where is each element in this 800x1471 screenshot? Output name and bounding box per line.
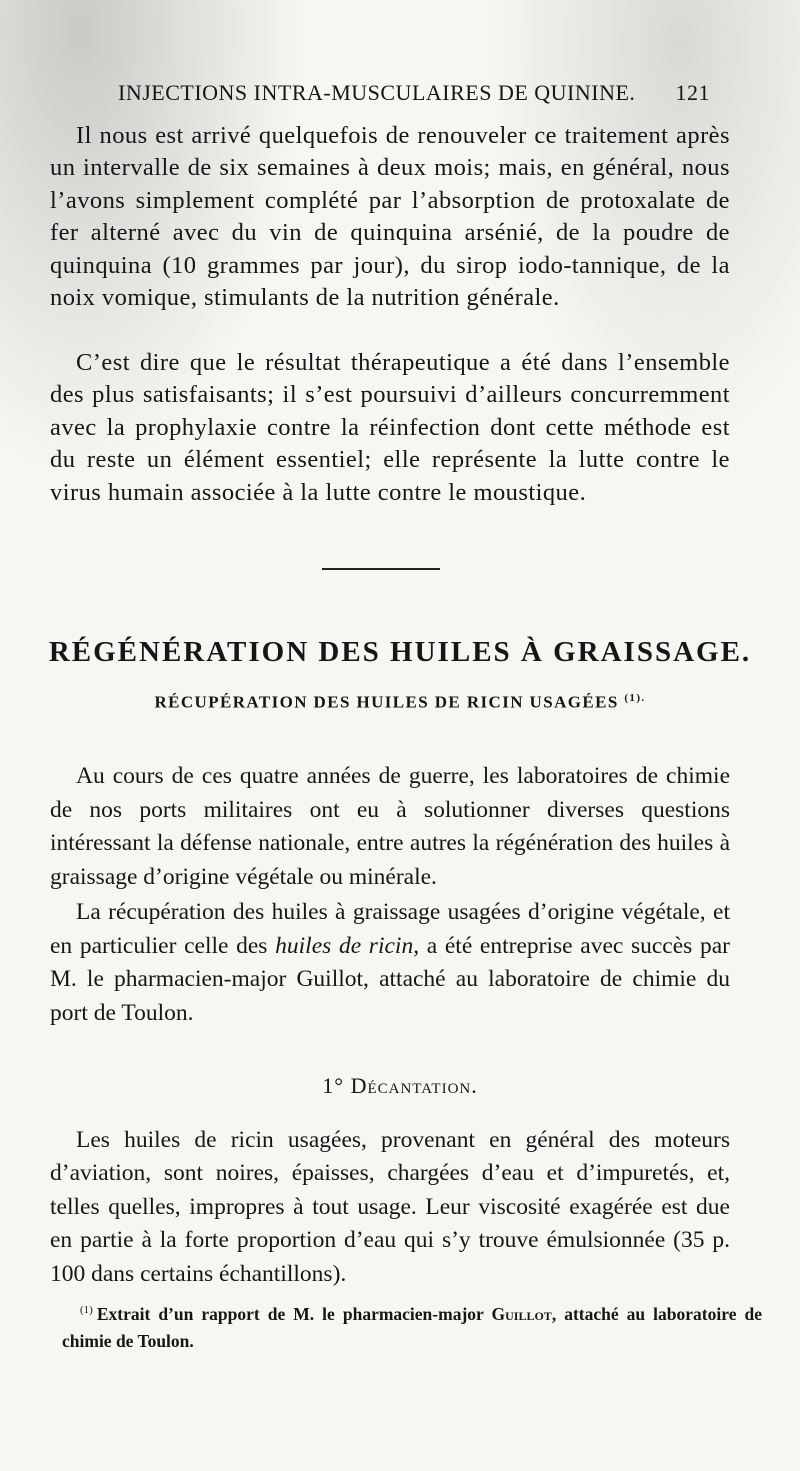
section-title: RÉGÉNÉRATION DES HUILES À GRAISSAGE. xyxy=(48,636,752,668)
italic-term: huiles de ricin xyxy=(275,932,414,959)
footnote-reference: (1). xyxy=(624,692,646,704)
author-name: Guillot xyxy=(491,1303,552,1324)
text-run: Extrait d’un rapport de M. le pharmacien-major xyxy=(96,1303,492,1324)
paragraph-result xyxy=(50,347,730,509)
section-subtitle-text: RÉCUPÉRATION DES HUILES DE RICIN USAGÉES xyxy=(154,692,619,712)
text-run: La récupération des huiles à graissage usagées d’origine végétale, et en particulier celle des xyxy=(50,899,730,959)
paragraph-war-years xyxy=(50,760,730,894)
section-divider xyxy=(322,568,440,570)
footnote-mark: (1) xyxy=(80,1304,93,1316)
running-title: INJECTIONS INTRA-MUSCULAIRES DE QUININE. xyxy=(118,80,636,105)
paragraph-text: Les huiles de ricin usagées, provenant en général des moteurs d’aviation, sont noires, épaisses, chargées d’eau et d’impuretés, et, telles quelles, impropres à tout usage. Leur viscosité exagérée est due en partie à la forte proportion d’eau qui s’y trouve émulsionnée (35 p. 100 dans certains échantillons). xyxy=(50,1127,730,1287)
page-number: 121 xyxy=(675,80,710,105)
subsection-number: 1° xyxy=(322,1073,345,1098)
subsection-heading xyxy=(0,1073,800,1099)
footnote-text xyxy=(62,1297,762,1355)
paragraph-text: Au cours de ces quatre années de guerre, les laboratoires de chimie de nos ports militaires ont eu à solutionner diverses questions intéressant la défense nationale, entre autres la régénération des huiles à graissage d’origine végétale ou minérale. xyxy=(50,763,730,890)
section-subtitle xyxy=(40,692,760,713)
paragraph-decantation xyxy=(50,1124,730,1291)
text-run: , a été entreprise avec succès par M. le pharmacien-major Guillot, attaché au laboratoire de chimie du port de Toulon. xyxy=(50,932,730,1026)
subsection-title: Décantation. xyxy=(350,1073,478,1098)
paragraph-text: Il nous est arrivé quelquefois de renouveler ce traitement après un intervalle de six semaines à deux mois; mais, en général, nous l’avons simplement complété par l’absorption de protoxalate de fer alterné avec du vin de quinquina arsénié, de la poudre de quinquina (10 grammes par jour), du sirop iodo-tannique, de la noix vomique, stimulants de la nutrition générale. xyxy=(50,122,730,312)
paragraph-recovery xyxy=(50,896,730,1030)
footnote xyxy=(62,1297,762,1355)
paragraph-text xyxy=(50,896,730,1030)
paragraph-text: C’est dire que le résultat thérapeutique a été dans l’ensemble des plus satisfaisants; il s’est poursuivi d’ailleurs concurremment avec la prophylaxie contre la réinfection dont cette méthode est du reste un élément essentiel; elle représente la lutte contre le virus humain associée à la lutte contre le moustique. xyxy=(50,349,730,506)
text-run: , attaché au laboratoire de chimie de Toulon. xyxy=(62,1303,762,1351)
paragraph-treatment xyxy=(50,120,730,314)
